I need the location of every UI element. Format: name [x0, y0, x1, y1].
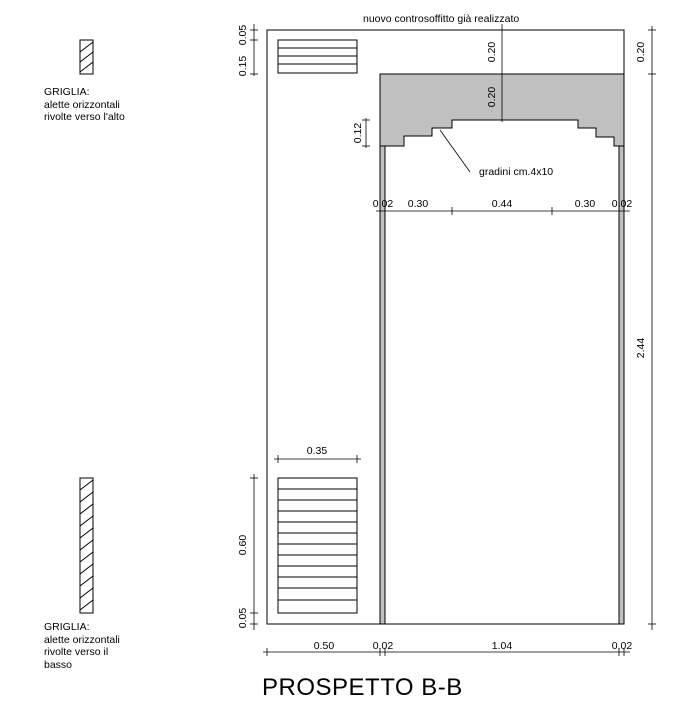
- legend-lower-text: [44, 621, 120, 671]
- legend-lower-line-3: basso: [44, 658, 73, 671]
- dim-bottom-002-left: 0.02: [372, 640, 394, 652]
- legend-lower-line-1: alette orizzontali: [44, 633, 120, 646]
- jamb-left: [380, 146, 385, 624]
- dim-inner-002-left: 0.02: [372, 198, 394, 210]
- legend-grille-symbol-upper: [80, 40, 93, 74]
- dim-center-020-lower: 0.20: [486, 86, 498, 108]
- dim-bottom-104: 1.04: [491, 640, 513, 652]
- top-note: nuovo controsoffitto già realizzato: [363, 13, 520, 25]
- dim-left-bottom-060: 0.60: [237, 534, 249, 556]
- legend-grille-symbol-lower: [80, 478, 93, 613]
- dim-inner-002-right: 0.02: [611, 198, 633, 210]
- dim-left-top-005: 0.05: [237, 24, 249, 46]
- legend-lower-line-2: rivolte verso il: [44, 646, 109, 658]
- drawing-title: PROSPETTO B-B: [262, 674, 463, 701]
- dim-left-top-015: 0.15: [237, 55, 249, 77]
- dim-step-012: 0.12: [352, 122, 364, 144]
- legend-upper-line-2: rivolte verso l'alto: [44, 111, 125, 123]
- legend-upper-line-1: alette orizzontali: [44, 98, 120, 111]
- jamb-right: [619, 146, 624, 624]
- dim-inner-030-right: 0.30: [574, 198, 596, 210]
- dim-grille-035: 0.35: [306, 445, 328, 457]
- dim-inner-030-left: 0.30: [407, 198, 429, 210]
- dim-inner-044: 0.44: [491, 198, 513, 210]
- dim-bottom-050: 0.50: [313, 640, 335, 652]
- dim-center-020-upper: 0.20: [486, 41, 498, 63]
- dim-right-020: 0.20: [635, 41, 647, 63]
- dim-bottom-002-right: 0.02: [611, 640, 633, 652]
- steps-leader: [440, 130, 470, 172]
- legend-upper-text: [44, 86, 125, 124]
- dim-right-244: 2.44: [635, 337, 647, 359]
- grille-upper: [278, 40, 357, 73]
- legend-upper-heading: GRIGLIA:: [44, 86, 90, 98]
- grille-lower: [278, 478, 357, 613]
- dim-left-bottom-005: 0.05: [237, 607, 249, 629]
- steps-note: gradini cm.4x10: [479, 166, 554, 178]
- legend-lower-heading: GRIGLIA:: [44, 621, 90, 633]
